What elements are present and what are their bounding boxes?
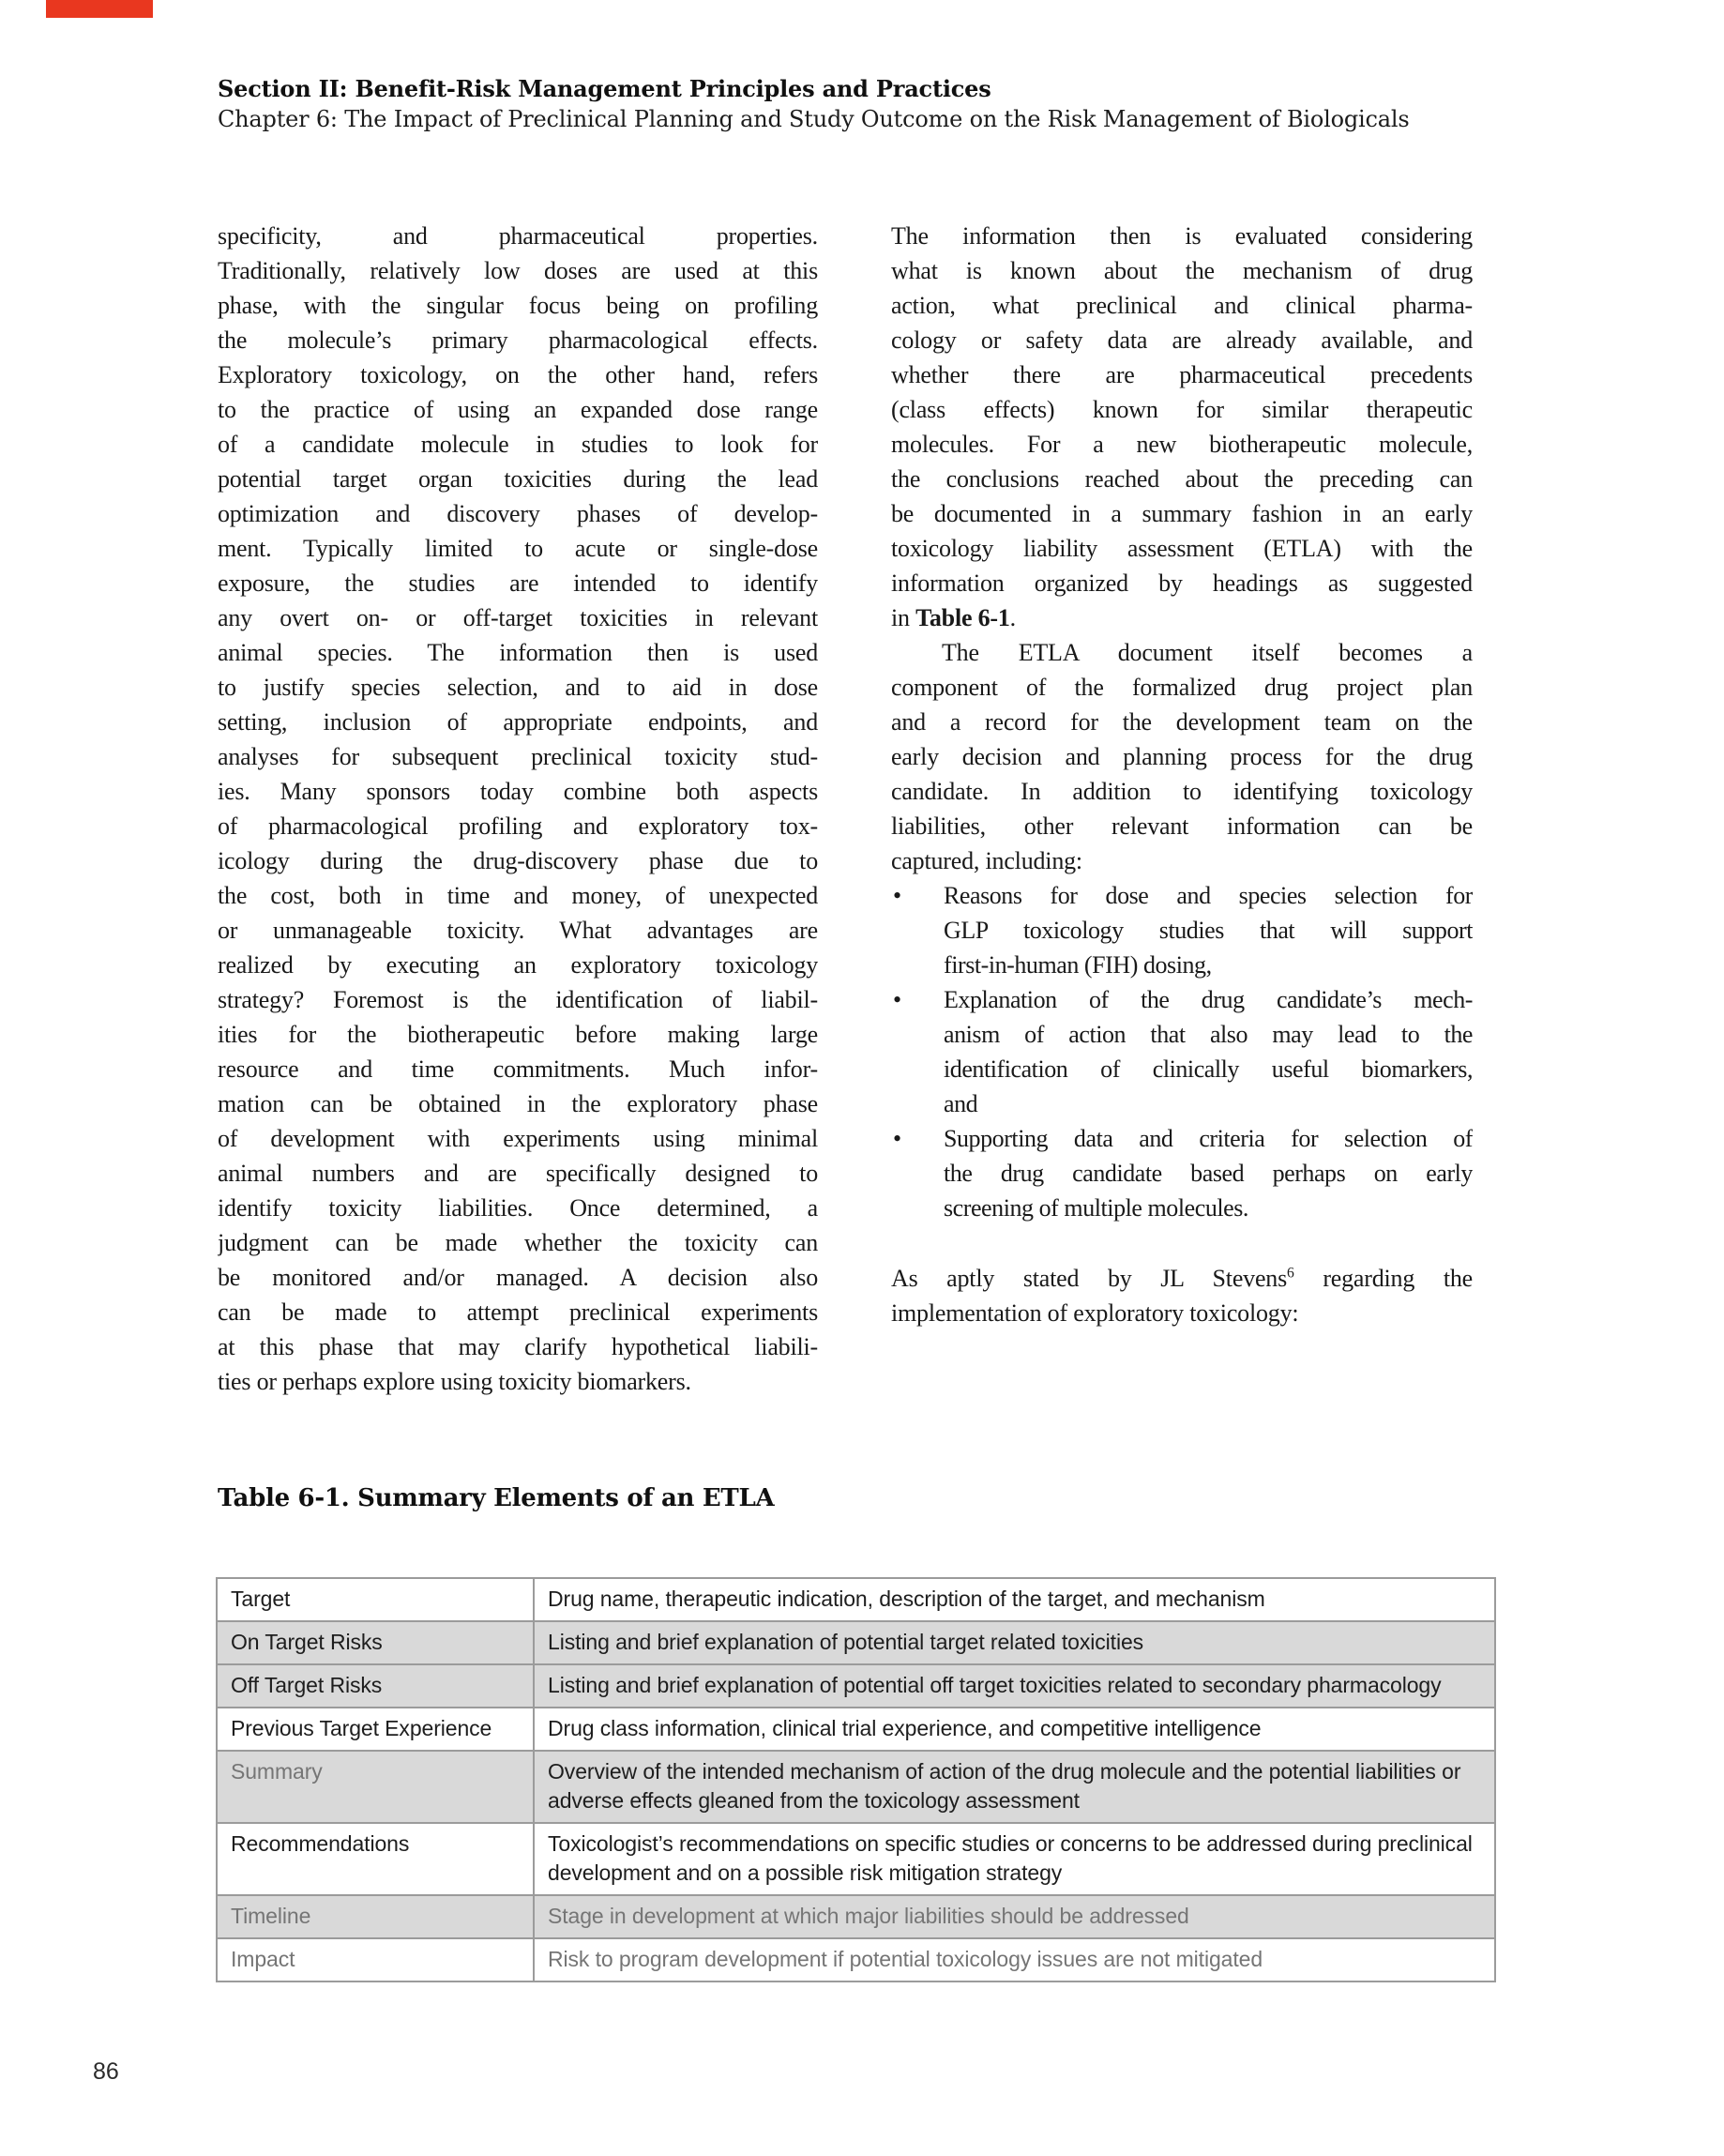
- text-line: liabilities, other relevant information can be: [891, 812, 1473, 840]
- text-line: to the practice of using an expanded dose range: [218, 396, 818, 423]
- row-label-cell: Summary: [217, 1751, 534, 1823]
- body-text-columns: [218, 219, 1474, 1399]
- text-line: analyses for subsequent preclinical toxicity stud-: [218, 743, 818, 770]
- text-line: component of the formalized drug project plan: [891, 674, 1473, 701]
- text-line: Exploratory toxicology, on the other hand, refers: [218, 361, 818, 388]
- table-row: [217, 1578, 1495, 1621]
- bullet-item: [891, 1121, 1473, 1225]
- text-line: (class effects) known for similar therapeutic: [891, 396, 1473, 423]
- row-description-cell: Toxicologist’s recommendations on specific studies or concerns to be addressed during preclinical development and on a possible risk mitigation strategy: [534, 1823, 1495, 1895]
- text-line: the molecule’s primary pharmacological effects.: [218, 326, 818, 354]
- text-line: specificity, and pharmaceutical properties.: [218, 222, 818, 250]
- chapter-title: Chapter 6: The Impact of Preclinical Planning and Study Outcome on the Risk Management of Biologicals: [218, 106, 1410, 132]
- row-label-cell: Off Target Risks: [217, 1664, 534, 1708]
- text-line: of pharmacological profiling and exploratory tox-: [218, 812, 818, 840]
- text-line: at this phase that may clarify hypothetical liabili-: [218, 1333, 818, 1360]
- text-line: molecules. For a new biotherapeutic molecule,: [891, 431, 1473, 458]
- row-description-cell: Listing and brief explanation of potential target related toxicities: [534, 1621, 1495, 1664]
- text-line: identification of clinically useful biomarkers,: [944, 1055, 1473, 1083]
- text-line: GLP toxicology studies that will support: [944, 917, 1473, 944]
- page-number: 86: [93, 2058, 119, 2085]
- table-row: [217, 1621, 1495, 1664]
- paragraph: [218, 219, 818, 1399]
- text-line: the drug candidate based perhaps on early: [944, 1160, 1473, 1187]
- text-line: Explanation of the drug candidate’s mech-: [944, 986, 1473, 1013]
- text-line: cology or safety data are already available, and: [891, 326, 1473, 354]
- bullet-icon: •: [893, 986, 902, 1013]
- text-line: phase, with the singular focus being on profiling: [218, 292, 818, 319]
- text-line: be documented in a summary fashion in an early: [891, 500, 1473, 527]
- text-line: icology during the drug-discovery phase due to: [218, 847, 818, 874]
- text-line: optimization and discovery phases of develop-: [218, 500, 818, 527]
- bullet-icon: •: [893, 882, 902, 909]
- text-line: to justify species selection, and to aid in dose: [218, 674, 818, 701]
- page-edge-accent-bar: [46, 0, 153, 18]
- text-line: resource and time commitments. Much infor-: [218, 1055, 818, 1083]
- row-description-cell: Stage in development at which major liabilities should be addressed: [534, 1895, 1495, 1938]
- text-line: and a record for the development team on the: [891, 708, 1473, 736]
- text-line: Traditionally, relatively low doses are used at this: [218, 257, 818, 284]
- table-row: [217, 1708, 1495, 1751]
- text-line: in Table 6-1.: [891, 604, 1016, 631]
- text-line: realized by executing an exploratory toxicology: [218, 951, 818, 979]
- text-line: the cost, both in time and money, of unexpected: [218, 882, 818, 909]
- text-line: The information then is evaluated considering: [891, 222, 1473, 250]
- right-text-column: [891, 219, 1473, 1399]
- row-label-cell: On Target Risks: [217, 1621, 534, 1664]
- table-row: [217, 1895, 1495, 1938]
- table-row: [217, 1664, 1495, 1708]
- row-description-cell: Drug class information, clinical trial experience, and competitive intelligence: [534, 1708, 1495, 1751]
- table-row: [217, 1751, 1495, 1823]
- table-caption: Table 6-1. Summary Elements of an ETLA: [218, 1484, 775, 1512]
- row-description-cell: Risk to program development if potential toxicology issues are not mitigated: [534, 1938, 1495, 1981]
- row-description-cell: Overview of the intended mechanism of action of the drug molecule and the potential liabilities or adverse effects gleaned from the toxicology assessment: [534, 1751, 1495, 1823]
- row-description-cell: Listing and brief explanation of potential off target toxicities related to secondary pharmacology: [534, 1664, 1495, 1708]
- paragraph: [891, 635, 1473, 878]
- bullet-item: [891, 982, 1473, 1121]
- row-label-cell: Timeline: [217, 1895, 534, 1938]
- paragraph: [891, 219, 1473, 635]
- text-line: strategy? Foremost is the identification of liabil-: [218, 986, 818, 1013]
- text-line: of a candidate molecule in studies to look for: [218, 431, 818, 458]
- bullet-item: [891, 878, 1473, 982]
- text-line: ies. Many sponsors today combine both aspects: [218, 778, 818, 805]
- text-line: mation can be obtained in the exploratory phase: [218, 1090, 818, 1117]
- text-line: action, what preclinical and clinical pharma-: [891, 292, 1473, 319]
- text-line: be monitored and/or managed. A decision also: [218, 1264, 818, 1291]
- row-label-cell: Recommendations: [217, 1823, 534, 1895]
- text-line: identify toxicity liabilities. Once determined, a: [218, 1194, 818, 1222]
- text-line: setting, inclusion of appropriate endpoints, and: [218, 708, 818, 736]
- left-text-column: [218, 219, 818, 1399]
- table-row: [217, 1823, 1495, 1895]
- text-line: animal numbers and are specifically designed to: [218, 1160, 818, 1187]
- text-line: can be made to attempt preclinical experiments: [218, 1298, 818, 1326]
- text-line: potential target organ toxicities during the lead: [218, 465, 818, 493]
- text-line: ities for the biotherapeutic before making large: [218, 1021, 818, 1048]
- text-line: Supporting data and criteria for selection of: [944, 1125, 1473, 1152]
- text-line: or unmanageable toxicity. What advantages are: [218, 917, 818, 944]
- text-line: what is known about the mechanism of drug: [891, 257, 1473, 284]
- text-line: any overt on- or off-target toxicities in relevant: [218, 604, 818, 631]
- text-line: implementation of exploratory toxicology:: [891, 1299, 1299, 1327]
- text-line: screening of multiple molecules.: [944, 1194, 1248, 1222]
- etla-summary-table: [216, 1577, 1496, 1982]
- text-line: toxicology liability assessment (ETLA) with the: [891, 535, 1473, 562]
- running-header: [218, 73, 1409, 135]
- text-line: of development with experiments using minimal: [218, 1125, 818, 1152]
- text-line: first-in-human (FIH) dosing,: [944, 951, 1212, 979]
- text-line: candidate. In addition to identifying toxicology: [891, 778, 1473, 805]
- row-label-cell: Target: [217, 1578, 534, 1621]
- text-line: ties or perhaps explore using toxicity biomarkers.: [218, 1368, 691, 1395]
- text-line: As aptly stated by JL Stevens$^6$ regarding the: [891, 1265, 1473, 1292]
- text-line: animal species. The information then is used: [218, 639, 818, 666]
- text-line: anism of action that also may lead to the: [944, 1021, 1473, 1048]
- text-line: Reasons for dose and species selection for: [944, 882, 1473, 909]
- row-label-cell: Previous Target Experience: [217, 1708, 534, 1751]
- table-row: [217, 1938, 1495, 1981]
- text-line: captured, including:: [891, 847, 1082, 874]
- row-description-cell: Drug name, therapeutic indication, description of the target, and mechanism: [534, 1578, 1495, 1621]
- section-title: Section II: Benefit-Risk Management Principles and Practices: [218, 75, 991, 102]
- text-line: and: [944, 1090, 978, 1117]
- text-line: whether there are pharmaceutical precedents: [891, 361, 1473, 388]
- text-line: the conclusions reached about the preceding can: [891, 465, 1473, 493]
- text-line: The ETLA document itself becomes a: [942, 639, 1473, 666]
- text-line: early decision and planning process for the drug: [891, 743, 1473, 770]
- text-line: exposure, the studies are intended to identify: [218, 569, 818, 597]
- text-line: judgment can be made whether the toxicity can: [218, 1229, 818, 1256]
- text-line: ment. Typically limited to acute or single-dose: [218, 535, 818, 562]
- bullet-list: [891, 878, 1473, 1225]
- text-line: information organized by headings as suggested: [891, 569, 1473, 597]
- paragraph: [891, 1261, 1473, 1330]
- row-label-cell: Impact: [217, 1938, 534, 1981]
- bullet-icon: •: [893, 1125, 902, 1152]
